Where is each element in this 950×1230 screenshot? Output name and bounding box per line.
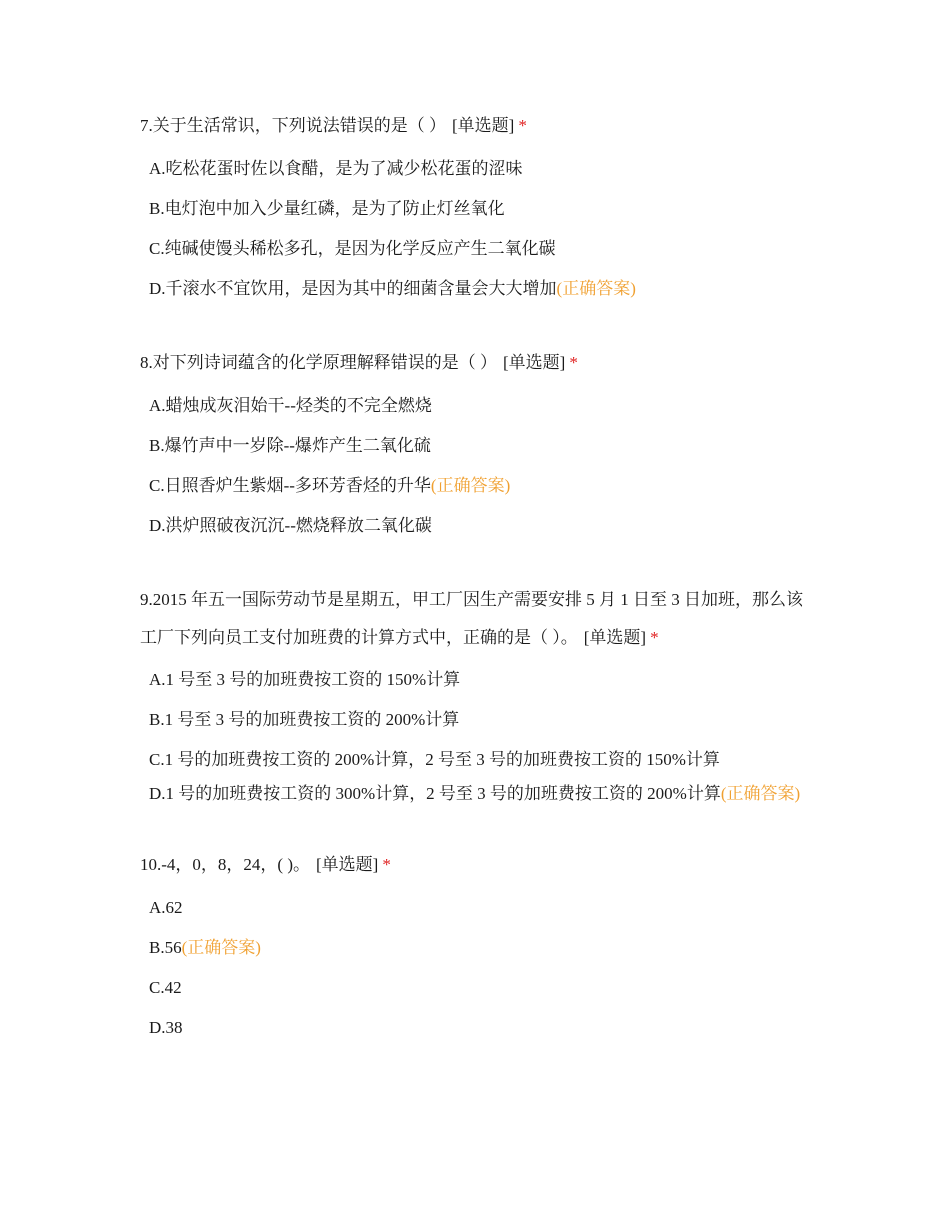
option-c: C.42 <box>149 978 182 997</box>
question-title <box>140 581 810 657</box>
required-mark: * <box>518 116 527 135</box>
required-mark: * <box>569 353 578 372</box>
option-d: D.洪炉照破夜沉沉--燃烧释放二氧化碳 <box>149 516 432 535</box>
correct-answer-mark: (正确答案) <box>181 938 261 957</box>
question-title <box>140 850 810 880</box>
question-text: 8.对下列诗词蕴含的化学原理解释错误的是（ ） <box>140 353 497 372</box>
option-list <box>140 157 810 301</box>
correct-answer-mark: (正确答案) <box>430 476 511 495</box>
option-list <box>140 394 810 538</box>
correct-answer-mark: (正确答案) <box>720 784 801 803</box>
correct-answer-mark: (正确答案) <box>556 279 636 298</box>
option-b: B.56(正确答案) <box>149 938 261 957</box>
question-text: 10.-4，0，8，24，( )。 <box>140 855 310 874</box>
option-b: B.电灯泡中加入少量红磷，是为了防止灯丝氧化 <box>149 199 505 218</box>
option-c: C.日照香炉生紫烟--多环芳香烃的升华(正确答案) <box>149 476 511 495</box>
question-type: [单选题] <box>315 855 379 874</box>
question-7 <box>140 111 810 301</box>
option-list <box>140 896 810 1040</box>
survey-page <box>140 110 810 1040</box>
question-text: 7.关于生活常识，下列说法错误的是（ ） <box>140 116 446 135</box>
required-mark: * <box>650 628 659 647</box>
question-title <box>140 111 810 141</box>
option-a: A.吃松花蛋时佐以食醋，是为了减少松花蛋的涩味 <box>149 159 523 178</box>
option-b: B.1 号至 3 号的加班费按工资的 200%计算 <box>149 710 460 729</box>
question-title <box>140 348 810 378</box>
option-d: D.1 号的加班费按工资的 300%计算，2 号至 3 号的加班费按工资的 200%计算(正确答案) <box>149 784 801 803</box>
question-text: 9.2015 年五一国际劳动节是星期五，甲工厂因生产需要安排 5 月 1 日至 3 日加班，那么该工厂下列向员工支付加班费的计算方式中，正确的是（ ）。 <box>140 590 803 647</box>
option-d: D.38 <box>149 1018 183 1037</box>
question-8 <box>140 348 810 538</box>
question-type: [单选题] <box>583 628 647 647</box>
option-c: C.1 号的加班费按工资的 200%计算，2 号至 3 号的加班费按工资的 150%计算 <box>149 750 720 769</box>
required-mark: * <box>382 855 391 874</box>
question-9 <box>140 581 810 806</box>
question-type: [单选题] <box>503 353 566 372</box>
question-type: [单选题] <box>452 116 515 135</box>
option-a: A.1 号至 3 号的加班费按工资的 150%计算 <box>149 670 461 689</box>
option-b: B.爆竹声中一岁除--爆炸产生二氧化硫 <box>149 436 431 455</box>
option-a: A.62 <box>149 898 183 917</box>
option-list <box>140 668 810 806</box>
option-a: A.蜡烛成灰泪始干--烃类的不完全燃烧 <box>149 396 432 415</box>
option-c: C.纯碱使馒头稀松多孔，是因为化学反应产生二氧化碳 <box>149 239 556 258</box>
question-10 <box>140 850 810 1040</box>
option-d: D.千滚水不宜饮用，是因为其中的细菌含量会大大增加(正确答案) <box>149 279 636 298</box>
